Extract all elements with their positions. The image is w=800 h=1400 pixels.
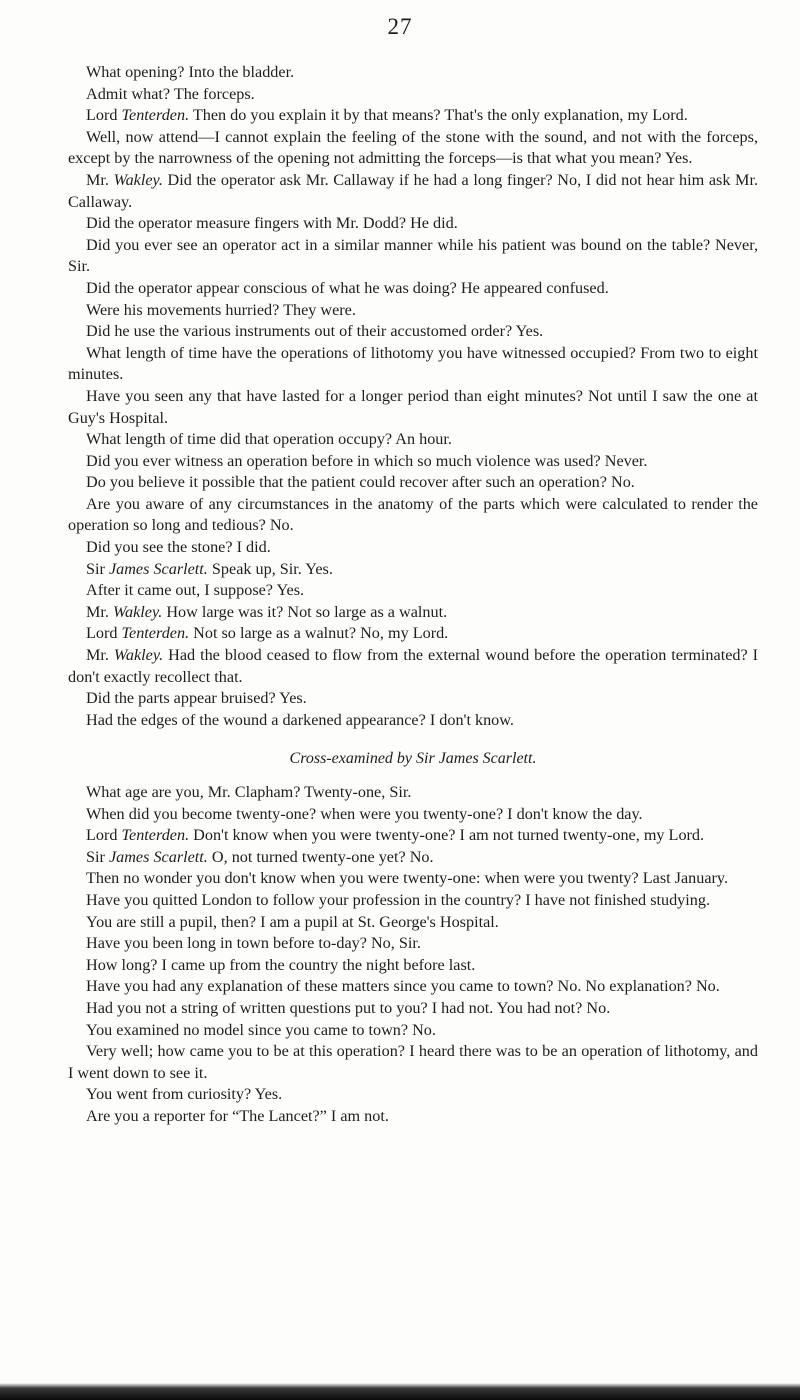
speaker-name: Tenterden. [121,106,190,125]
text-run: Did you see the stone? I did. [86,538,271,557]
paragraph [68,84,758,106]
document-body [68,62,758,1128]
paragraph [68,278,758,300]
text-run: Did you ever see an operator act in a similar manner while his patient was bound on the table? Never, Sir. [68,235,758,276]
text-run: Then do you explain it by that means? That's the only explanation, my Lord. [189,106,688,125]
paragraph [68,127,758,170]
text-run: You are still a pupil, then? I am a pupil at St. George's Hospital. [86,912,499,931]
paragraph [68,912,758,934]
paragraph [68,976,758,998]
text-run: What age are you, Mr. Clapham? Twenty-one, Sir. [86,783,412,801]
paragraph [68,580,758,602]
text-run: Were his movements hurried? They were. [86,300,356,319]
paragraph [68,623,758,645]
speaker-name: Wakley. [113,170,163,189]
speaker-name: Tenterden. [121,624,190,643]
paragraph [68,710,758,732]
section-heading: Cross-examined by Sir James Scarlett. [289,750,537,768]
paragraph [68,890,758,912]
text-run: Lord [86,624,122,643]
text-run: O, not turned twenty-one yet? No. [207,847,434,866]
text-run: Are you aware of any circumstances in the anatomy of the parts which were calculated to render the operation so long and tedious? No. [68,494,758,535]
paragraph [68,933,758,955]
paragraph [68,559,758,581]
paragraph [68,688,758,710]
paragraph [68,105,758,127]
text-run: Had the blood ceased to flow from the external wound before the operation terminated? I don't exactly recollect that. [68,646,759,686]
text-run: Not so large as a walnut? No, my Lord. [189,624,449,643]
text-run: Had you not a string of written questions put to you? I had not. You had not? No. [86,998,611,1017]
paragraph [68,998,758,1020]
paragraph [68,494,758,537]
text-run: Do you believe it possible that the patient could recover after such an operation? No. [86,473,635,492]
paragraph [68,1020,758,1042]
paragraph [68,782,758,804]
text-run: Did he use the various instruments out of their accustomed order? Yes. [86,322,544,341]
paragraph [68,170,758,213]
speaker-name: Wakley. [113,646,164,665]
speaker-name: James Scarlett. [108,847,208,866]
paragraph [68,213,758,235]
paragraph [68,825,758,847]
text-run: How long? I came up from the country the night before last. [86,955,476,974]
text-run: Speak up, Sir. Yes. [207,559,333,578]
text-run: Are you a reporter for “The Lancet?” I am not. [86,1106,389,1125]
text-run: Did you ever witness an operation before in which so much violence was used? Never. [86,451,648,470]
paragraph [68,321,758,343]
text-run: What length of time have the operations of lithotomy you have witnessed occupied? From two to eight minutes. [68,343,758,384]
text-run: Sir [86,847,109,866]
text-run: You examined no model since you came to town? No. [86,1020,436,1039]
text-run: Did the operator appear conscious of what he was doing? He appeared confused. [86,278,609,297]
paragraph [68,235,758,278]
text-run: What length of time did that operation occupy? An hour. [86,430,452,449]
paragraph [68,868,758,890]
text-run: Have you been long in town before to-day? No, Sir. [86,934,421,953]
text-run: Well, now attend—I cannot explain the feeling of the stone with the sound, and not with the forceps, except by the narrowness of the opening not admitting the forceps—is that what you mean? Yes. [68,127,758,168]
speaker-name: James Scarlett. [108,559,208,578]
paragraph [68,955,758,977]
text-run: Admit what? The forceps. [86,84,255,103]
paragraph [68,343,758,386]
text-run: What opening? Into the bladder. [86,63,295,81]
text-run: Have you had any explanation of these matters since you came to town? No. No explanation? No. [86,977,720,996]
paragraph [68,1084,758,1106]
text-run: Mr. [86,602,113,621]
text-run: Did the operator ask Mr. Callaway if he had a long finger? No, I did not hear him ask Mr. Callaway. [68,170,758,211]
text-run: Lord [86,106,122,125]
cross-examination [68,782,758,1128]
paragraph [68,472,758,494]
text-run: Lord [86,826,122,845]
text-run: Mr. [86,646,114,665]
text-run: Don't know when you were twenty-one? I am not turned twenty-one, my Lord. [189,826,705,845]
text-run: Did the parts appear bruised? Yes. [86,689,307,708]
paragraph [68,429,758,451]
examination-in-chief [68,62,758,731]
text-run: Have you quitted London to follow your profession in the country? I have not finished studying. [86,890,711,909]
text-run: After it came out, I suppose? Yes. [86,581,305,600]
paragraph [68,537,758,559]
paragraph [68,62,758,84]
text-run: You went from curiosity? Yes. [86,1085,283,1104]
paragraph [68,602,758,624]
text-run: How large was it? Not so large as a walnut. [162,602,448,621]
speaker-name: Tenterden. [121,826,190,845]
paragraph [68,451,758,473]
paragraph [68,300,758,322]
paragraph [68,804,758,826]
speaker-name: Wakley. [112,602,163,621]
scan-edge-shadow [0,1383,800,1400]
text-run: Did the operator measure fingers with Mr. Dodd? He did. [86,214,458,233]
text-run: Very well; how came you to be at this operation? I heard there was to be an operation of lithotomy, and I went down to see it. [68,1042,758,1082]
text-run: Then no wonder you don't know when you were twenty-one: when were you twenty? Last January. [86,869,728,888]
page-number: 27 [387,14,413,39]
paragraph [68,1106,758,1128]
text-run: When did you become twenty-one? when were you twenty-one? I don't know the day. [86,804,643,823]
paragraph [68,645,758,688]
paragraph [68,386,758,429]
paragraph [68,847,758,869]
text-run: Sir [86,559,109,578]
text-run: Had the edges of the wound a darkened appearance? I don't know. [86,710,514,729]
paragraph [68,1041,758,1084]
text-run: Mr. [86,170,114,189]
text-run: Have you seen any that have lasted for a longer period than eight minutes? Not until I saw the one at Guy's Hospital. [68,386,758,427]
